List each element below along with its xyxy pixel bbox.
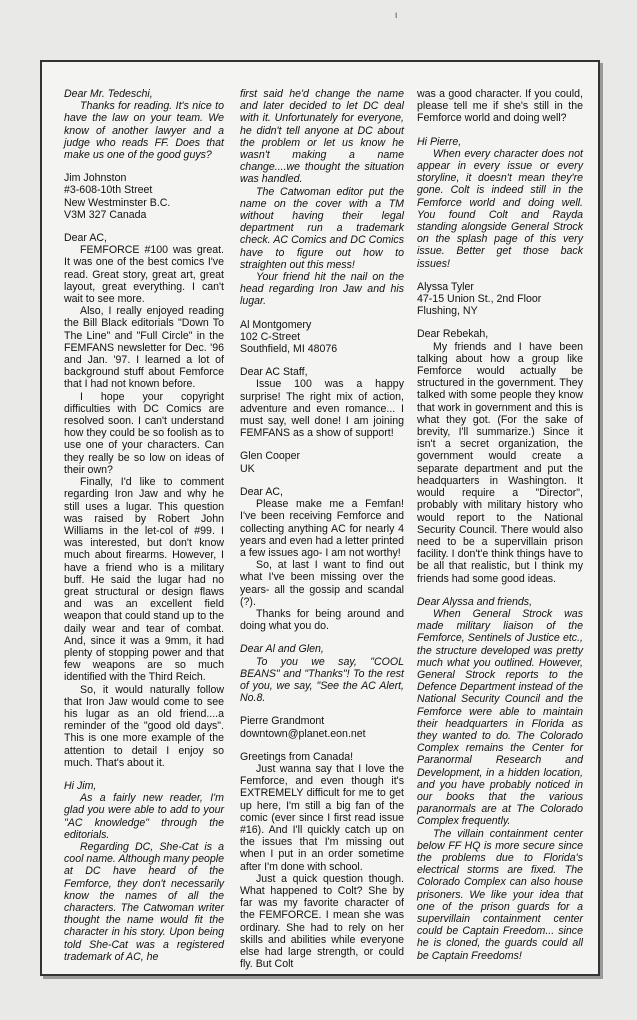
signature-address: #3-608-10th Street	[64, 184, 153, 197]
signature-city: New Westminster B.C.	[64, 196, 171, 209]
letter-paragraph: FEMFORCE #100 was great. It was one of the best comics I've read. Great story, great art, great layout, great everything. I can't wait to see more.	[64, 244, 224, 306]
letter-paragraph: My friends and I have been talking about how a group like Femforce would actually be structured in the government. They talked with some people they know that work in government and this is what they got. (For the sake of brevity, I'll summarize.) Since it isn't a secret organization, the government would create a separate department and put the headquarters in Washington. It would require a "Director", probably with military history who would report to the National Security Council. There would also need to be a supervillain prison facility. I don't'e think things have to be all that realistic, but I think my friends had some good ideas.	[417, 340, 583, 585]
letters-page-frame	[40, 60, 600, 976]
signature-city: Flushing, NY	[417, 305, 478, 318]
reply-paragraph: When General Strock was made military liaison of the Femforce, Sentinels of Justice etc., the structure developed was pretty much what you outlined. However, General Strock reports to the Defence Department instead of the National Security Council and the Femforce were able to maintain their headquarters in Florida as they wanted to do. The Colorado Complex remains the Center for Paranormal Research and Development, in a hidden location, and you have probably noticed in our books that the various paranormals are at The Colorado Complex frequently.	[417, 607, 583, 828]
letter-paragraph: So, at last I want to find out what I've been missing over the years- all the gossip and scandal (?).	[240, 559, 404, 608]
letter-paragraph: Just a quick question though. What happened to Colt? She by far was my favorite character of the FEMFORCE. I mean she was ordinary. She had to rely on her skills and abilities while everyone else had large strength, or could fly. But Colt	[240, 872, 404, 971]
signature-address: 102 C-Street	[240, 330, 301, 343]
letter-paragraph: Please make me a Femfan! I've been receiving Femforce and collecting anything AC for nearly 4 years and even had a letter printed a few issues ago- I am not worthy!	[240, 498, 404, 559]
signature-block	[240, 450, 404, 474]
salutation: Dear Al and Glen,	[240, 643, 324, 656]
reply-paragraph: The Catwoman editor put the name on the cover with a TM without having their legal department run a trademark check. AC Comics and DC Comics have to figure out how to straighten out this mess!	[240, 185, 404, 271]
reply-paragraph: As a fairly new reader, I'm glad you were able to add to your "AC knowledge" through the editorials.	[64, 792, 224, 841]
salutation: Dear Mr. Tedeschi,	[64, 88, 153, 100]
signature-block	[64, 172, 224, 221]
reply-block	[417, 136, 583, 270]
signature-name: Alyssa Tyler	[417, 280, 474, 293]
signature-email: downtown@planet.eon.net	[240, 727, 366, 740]
reply-block	[64, 88, 224, 161]
reply-paragraph: Your friend hit the nail on the head regarding Iron Jaw and his lugar.	[240, 271, 404, 308]
salutation: Hi Jim,	[64, 779, 97, 792]
column-2	[240, 88, 404, 970]
signature-country: UK	[240, 462, 255, 475]
salutation: Dear Alyssa and friends,	[417, 595, 533, 608]
letter-paragraph: I hope your copyright difficulties with DC Comics are resolved soon. I can't understand how they could be so foolish as to use one of your characters. Can they really be so low on ideas of their own?	[64, 390, 224, 476]
reply-paragraph: first said he'd change the name and later decided to let DC deal with it. Unfortunately for everyone, he didn't tell anyone at DC about the problem or let us know he wasn't making a name change....we thought the situation was handled.	[240, 88, 404, 186]
letter-paragraph: Also, I really enjoyed reading the Bill Black editorials "Down To The Line" and "Full Circle" in the FEMFANS newsletter for Dec. '96 and Jan. '97. I learned a lot of background stuff about Femforce that I had not known before.	[64, 305, 224, 391]
signature-name: Jim Johnston	[64, 172, 127, 185]
salutation: Dear Rebekah,	[417, 328, 489, 341]
signature-city: Southfield, MI 48076	[240, 343, 338, 356]
signature-name: Glen Cooper	[240, 450, 301, 463]
letter-paragraph: was a good character. If you could, please tell me if she's still in the Femforce world and doing well?	[417, 88, 583, 125]
letter-paragraph: Just wanna say that I love the Femforce, and even though it's EXTREMELY difficult for me to get up here, I'm still a big fan of the comic (ever since I first read issue #16). And I'll quickly catch up on the issues that I'm missing out when I put in an order sometime after I'm done with school.	[240, 762, 404, 873]
signature-address: 47-15 Union St., 2nd Floor	[417, 293, 542, 306]
column-1	[64, 88, 224, 974]
reply-block	[417, 596, 583, 962]
reply-paragraph: Regarding DC, She-Cat is a cool name. Although many people at DC have heard of the Femforce, they don't necessarily know the names of all the characters. The Catwoman writer thought the name would fit the character in his story. Upon being told She-Cat was a registered trademark of AC, he	[64, 840, 224, 963]
reply-paragraph: The villain containment center below FF HQ is more secure since the problems due to Florida's electrical storms are fixed. The Colorado Complex can also house prisoners. We like your idea that one of the prison guards for a supervillain containment center could be Captain Freedom... since he is cloned, the guards could all be Captain Freedoms!	[417, 827, 583, 962]
letter-paragraph: Finally, I'd like to comment regarding Iron Jaw and why he still uses a lugar. This question was raised by Robert John Williams in the let-col of #99. I was interested, but don't know much about firearms. However, I have a friend who is a military buff. He said the lugar had no great structural or design flaws and was an excellent field weapon that could stand up to the daily wear and tear of combat. And, since it was a 9mm, it had plenty of stopping power and that few weapons are so much identified with the Third Reich.	[64, 476, 224, 684]
reply-paragraph: To you we say, "COOL BEANS" and "Thanks"! To the rest of you, we say, "See the AC Alert, No.8.	[240, 655, 404, 705]
reply-block	[240, 643, 404, 704]
signature-block	[417, 281, 583, 318]
signature-postal: V3M 327 Canada	[64, 208, 147, 221]
letter-paragraph: Thanks for being around and doing what you do.	[240, 607, 404, 633]
signature-name: Pierre Grandmont	[240, 715, 325, 728]
signature-block	[240, 715, 404, 739]
salutation: Hi Pierre,	[417, 135, 462, 148]
signature-block	[240, 319, 404, 356]
page-mark: ι	[395, 10, 398, 21]
salutation: Dear AC Staff,	[240, 366, 308, 379]
reply-paragraph: When every character does not appear in every issue or every storyline, it doesn't mean they're gone. Colt is indeed still in the Femforce world and doing well. You found Colt and Rayda standing alongside General Strock on the splash page of this very issue. Better get those back issues!	[417, 147, 583, 270]
reply-block	[240, 88, 404, 308]
reply-paragraph: Thanks for reading. It's nice to have the law on your team. We know of another lawyer and a judge who reads FF. Does that make us one of the good guys?	[64, 100, 224, 162]
column-3	[417, 88, 583, 962]
salutation: Dear AC,	[240, 485, 283, 498]
reply-block	[64, 780, 224, 963]
salutation: Greetings from Canada!	[240, 750, 354, 763]
letter-paragraph: So, it would naturally follow that Iron Jaw would come to see his lugar as an old friend....a reminder of the "good old days". This is one more example of the attention to detail I enjoy so much. That's about it.	[64, 683, 224, 769]
signature-name: Al Montgomery	[240, 318, 312, 331]
letter-paragraph: Issue 100 was a happy surprise! The right mix of action, adventure and even romance... I must say, well done! I am joining FEMFANS as a show of support!	[240, 378, 404, 440]
salutation: Dear AC,	[64, 232, 107, 245]
